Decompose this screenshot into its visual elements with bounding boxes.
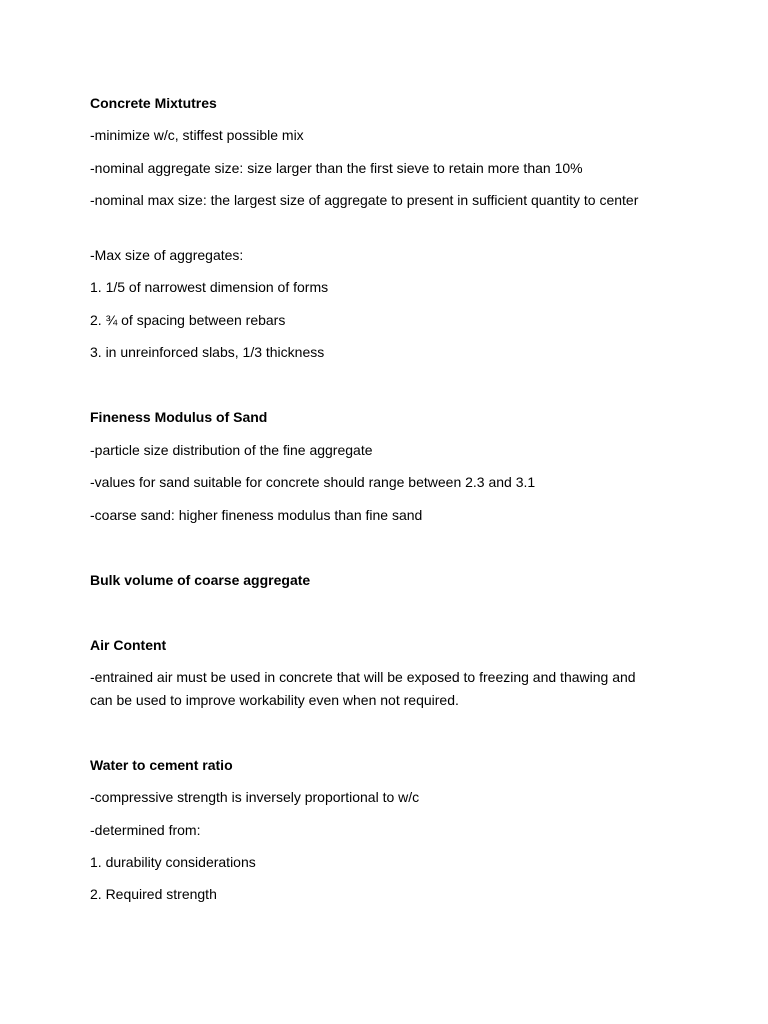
list-item: 2. ¾ of spacing between rebars [90, 312, 286, 328]
text-line: -determined from: [90, 822, 201, 838]
text-line: -compressive strength is inversely proportional to w/c [90, 789, 420, 805]
text-line: -coarse sand: higher fineness modulus than fine sand [90, 507, 423, 523]
text-line: -nominal aggregate size: size larger than the first sieve to retain more than 10% [90, 160, 583, 176]
list-item: 3. in unreinforced slabs, 1/3 thickness [90, 344, 325, 360]
text-line: -values for sand suitable for concrete should range between 2.3 and 3.1 [90, 474, 536, 490]
text-line: -nominal max size: the largest size of aggregate to present in sufficient quantity to center [90, 192, 639, 208]
text-line: -entrained air must be used in concrete that will be exposed to freezing and thawing and can be used to improve workability even when not required. [90, 669, 636, 708]
heading-fineness-modulus: Fineness Modulus of Sand [90, 409, 268, 425]
text-line: -minimize w/c, stiffest possible mix [90, 127, 304, 143]
list-item: 1. 1/5 of narrowest dimension of forms [90, 279, 329, 295]
list-item: 2. Required strength [90, 886, 217, 902]
heading-bulk-volume: Bulk volume of coarse aggregate [90, 572, 311, 588]
heading-concrete-mixtures: Concrete Mixtutres [90, 95, 217, 111]
text-line: -Max size of aggregates: [90, 247, 244, 263]
list-item: 1. durability considerations [90, 854, 256, 870]
text-line: -particle size distribution of the fine aggregate [90, 442, 373, 458]
heading-air-content: Air Content [90, 637, 167, 653]
heading-water-cement-ratio: Water to cement ratio [90, 757, 233, 773]
